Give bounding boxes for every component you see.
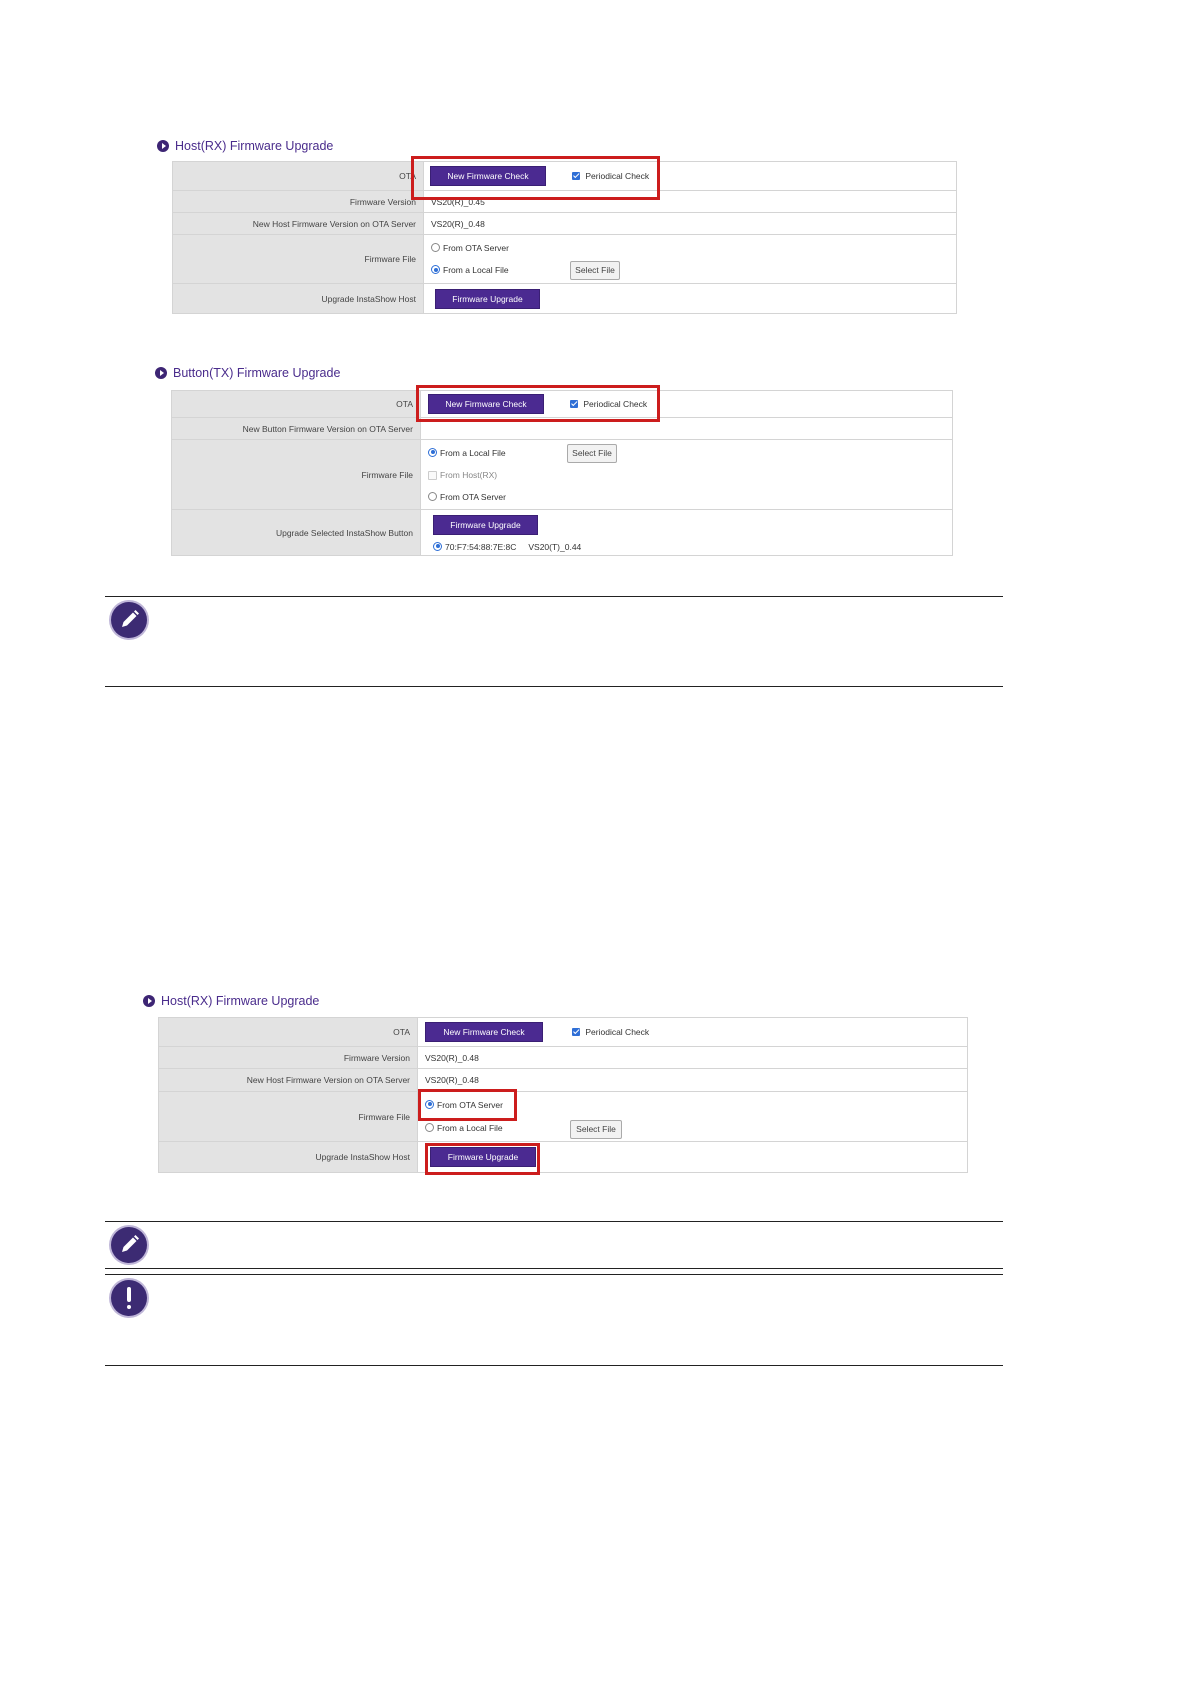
option-local-file[interactable]: From a Local File bbox=[428, 448, 506, 458]
firmware-upgrade-button[interactable]: Firmware Upgrade bbox=[430, 1147, 536, 1167]
new-host-version-label: New Host Firmware Version on OTA Server bbox=[173, 213, 424, 235]
periodical-check-checkbox[interactable]: Periodical Check bbox=[570, 399, 647, 409]
divider bbox=[105, 686, 1003, 687]
new-host-version-value: VS20(R)_0.48 bbox=[424, 213, 957, 235]
button-firmware-table bbox=[171, 390, 953, 556]
device-version: VS20(T)_0.44 bbox=[528, 541, 582, 552]
firmware-version-label: Firmware Version bbox=[159, 1047, 418, 1069]
upgrade-host-label: Upgrade InstaShow Host bbox=[159, 1142, 418, 1173]
select-file-button[interactable]: Select File bbox=[570, 261, 620, 280]
new-firmware-check-button[interactable]: New Firmware Check bbox=[428, 394, 544, 414]
divider bbox=[105, 1274, 1003, 1275]
firmware-version-label: Firmware Version bbox=[173, 191, 424, 213]
ota-label: OTA bbox=[173, 162, 424, 191]
play-bullet-icon bbox=[143, 995, 155, 1007]
checkbox-checked-icon bbox=[572, 172, 580, 180]
divider bbox=[105, 596, 1003, 597]
device-mac: 70:F7:54:88:7E:8C bbox=[445, 541, 517, 552]
note-pencil-icon bbox=[111, 1227, 147, 1263]
firmware-file-label: Firmware File bbox=[172, 440, 421, 510]
section3-heading bbox=[143, 994, 319, 1008]
checkbox-checked-icon bbox=[572, 1028, 580, 1036]
divider bbox=[105, 1268, 1003, 1269]
section1-title: Host(RX) Firmware Upgrade bbox=[175, 139, 334, 153]
radio-icon bbox=[428, 492, 437, 501]
host-firmware-table bbox=[172, 161, 957, 314]
new-button-version-value bbox=[421, 418, 953, 440]
checkbox-disabled-icon bbox=[428, 471, 437, 480]
section2-title: Button(TX) Firmware Upgrade bbox=[173, 366, 341, 380]
play-bullet-icon bbox=[157, 140, 169, 152]
device-row[interactable] bbox=[433, 539, 945, 555]
radio-selected-icon bbox=[433, 542, 442, 551]
option-from-host[interactable]: From Host(RX) bbox=[428, 464, 945, 486]
new-button-version-label: New Button Firmware Version on OTA Server bbox=[172, 418, 421, 440]
section2-heading bbox=[155, 366, 340, 380]
note-pencil-icon bbox=[111, 602, 147, 638]
select-file-button[interactable]: Select File bbox=[567, 444, 617, 463]
firmware-file-label: Firmware File bbox=[159, 1092, 418, 1142]
ota-label: OTA bbox=[159, 1018, 418, 1047]
divider bbox=[105, 1365, 1003, 1366]
option-ota-server[interactable]: From OTA Server bbox=[428, 486, 945, 508]
new-firmware-check-button[interactable]: New Firmware Check bbox=[430, 166, 546, 186]
select-file-button[interactable]: Select File bbox=[570, 1120, 622, 1139]
firmware-version-value: VS20(R)_0.45 bbox=[424, 191, 957, 213]
section1-heading bbox=[157, 139, 333, 153]
firmware-upgrade-button[interactable]: Firmware Upgrade bbox=[435, 289, 540, 309]
radio-selected-icon bbox=[431, 265, 440, 274]
firmware-upgrade-button[interactable]: Firmware Upgrade bbox=[433, 515, 538, 535]
radio-icon bbox=[431, 243, 440, 252]
new-firmware-check-button[interactable]: New Firmware Check bbox=[425, 1022, 543, 1042]
radio-icon bbox=[425, 1123, 434, 1132]
ota-label: OTA bbox=[172, 391, 421, 418]
firmware-file-label: Firmware File bbox=[173, 235, 424, 284]
radio-selected-icon bbox=[425, 1100, 434, 1109]
new-host-version-label: New Host Firmware Version on OTA Server bbox=[159, 1069, 418, 1092]
radio-selected-icon bbox=[428, 448, 437, 457]
firmware-version-value: VS20(R)_0.48 bbox=[418, 1047, 968, 1069]
host-firmware-table-2 bbox=[158, 1017, 968, 1173]
option-local-file[interactable]: From a Local File bbox=[425, 1123, 503, 1133]
checkbox-checked-icon bbox=[570, 400, 578, 408]
play-bullet-icon bbox=[155, 367, 167, 379]
option-ota-server[interactable]: From OTA Server bbox=[425, 1094, 960, 1117]
warning-exclamation-icon bbox=[111, 1280, 147, 1316]
divider bbox=[105, 1221, 1003, 1222]
option-ota-server[interactable]: From OTA Server bbox=[431, 237, 949, 259]
section3-title: Host(RX) Firmware Upgrade bbox=[161, 994, 320, 1008]
new-host-version-value: VS20(R)_0.48 bbox=[418, 1069, 968, 1092]
periodical-check-checkbox[interactable]: Periodical Check bbox=[572, 171, 649, 181]
upgrade-host-label: Upgrade InstaShow Host bbox=[173, 284, 424, 314]
option-local-file[interactable]: From a Local File bbox=[431, 265, 509, 275]
upgrade-button-label: Upgrade Selected InstaShow Button bbox=[172, 510, 421, 556]
periodical-check-checkbox[interactable]: Periodical Check bbox=[572, 1027, 649, 1037]
